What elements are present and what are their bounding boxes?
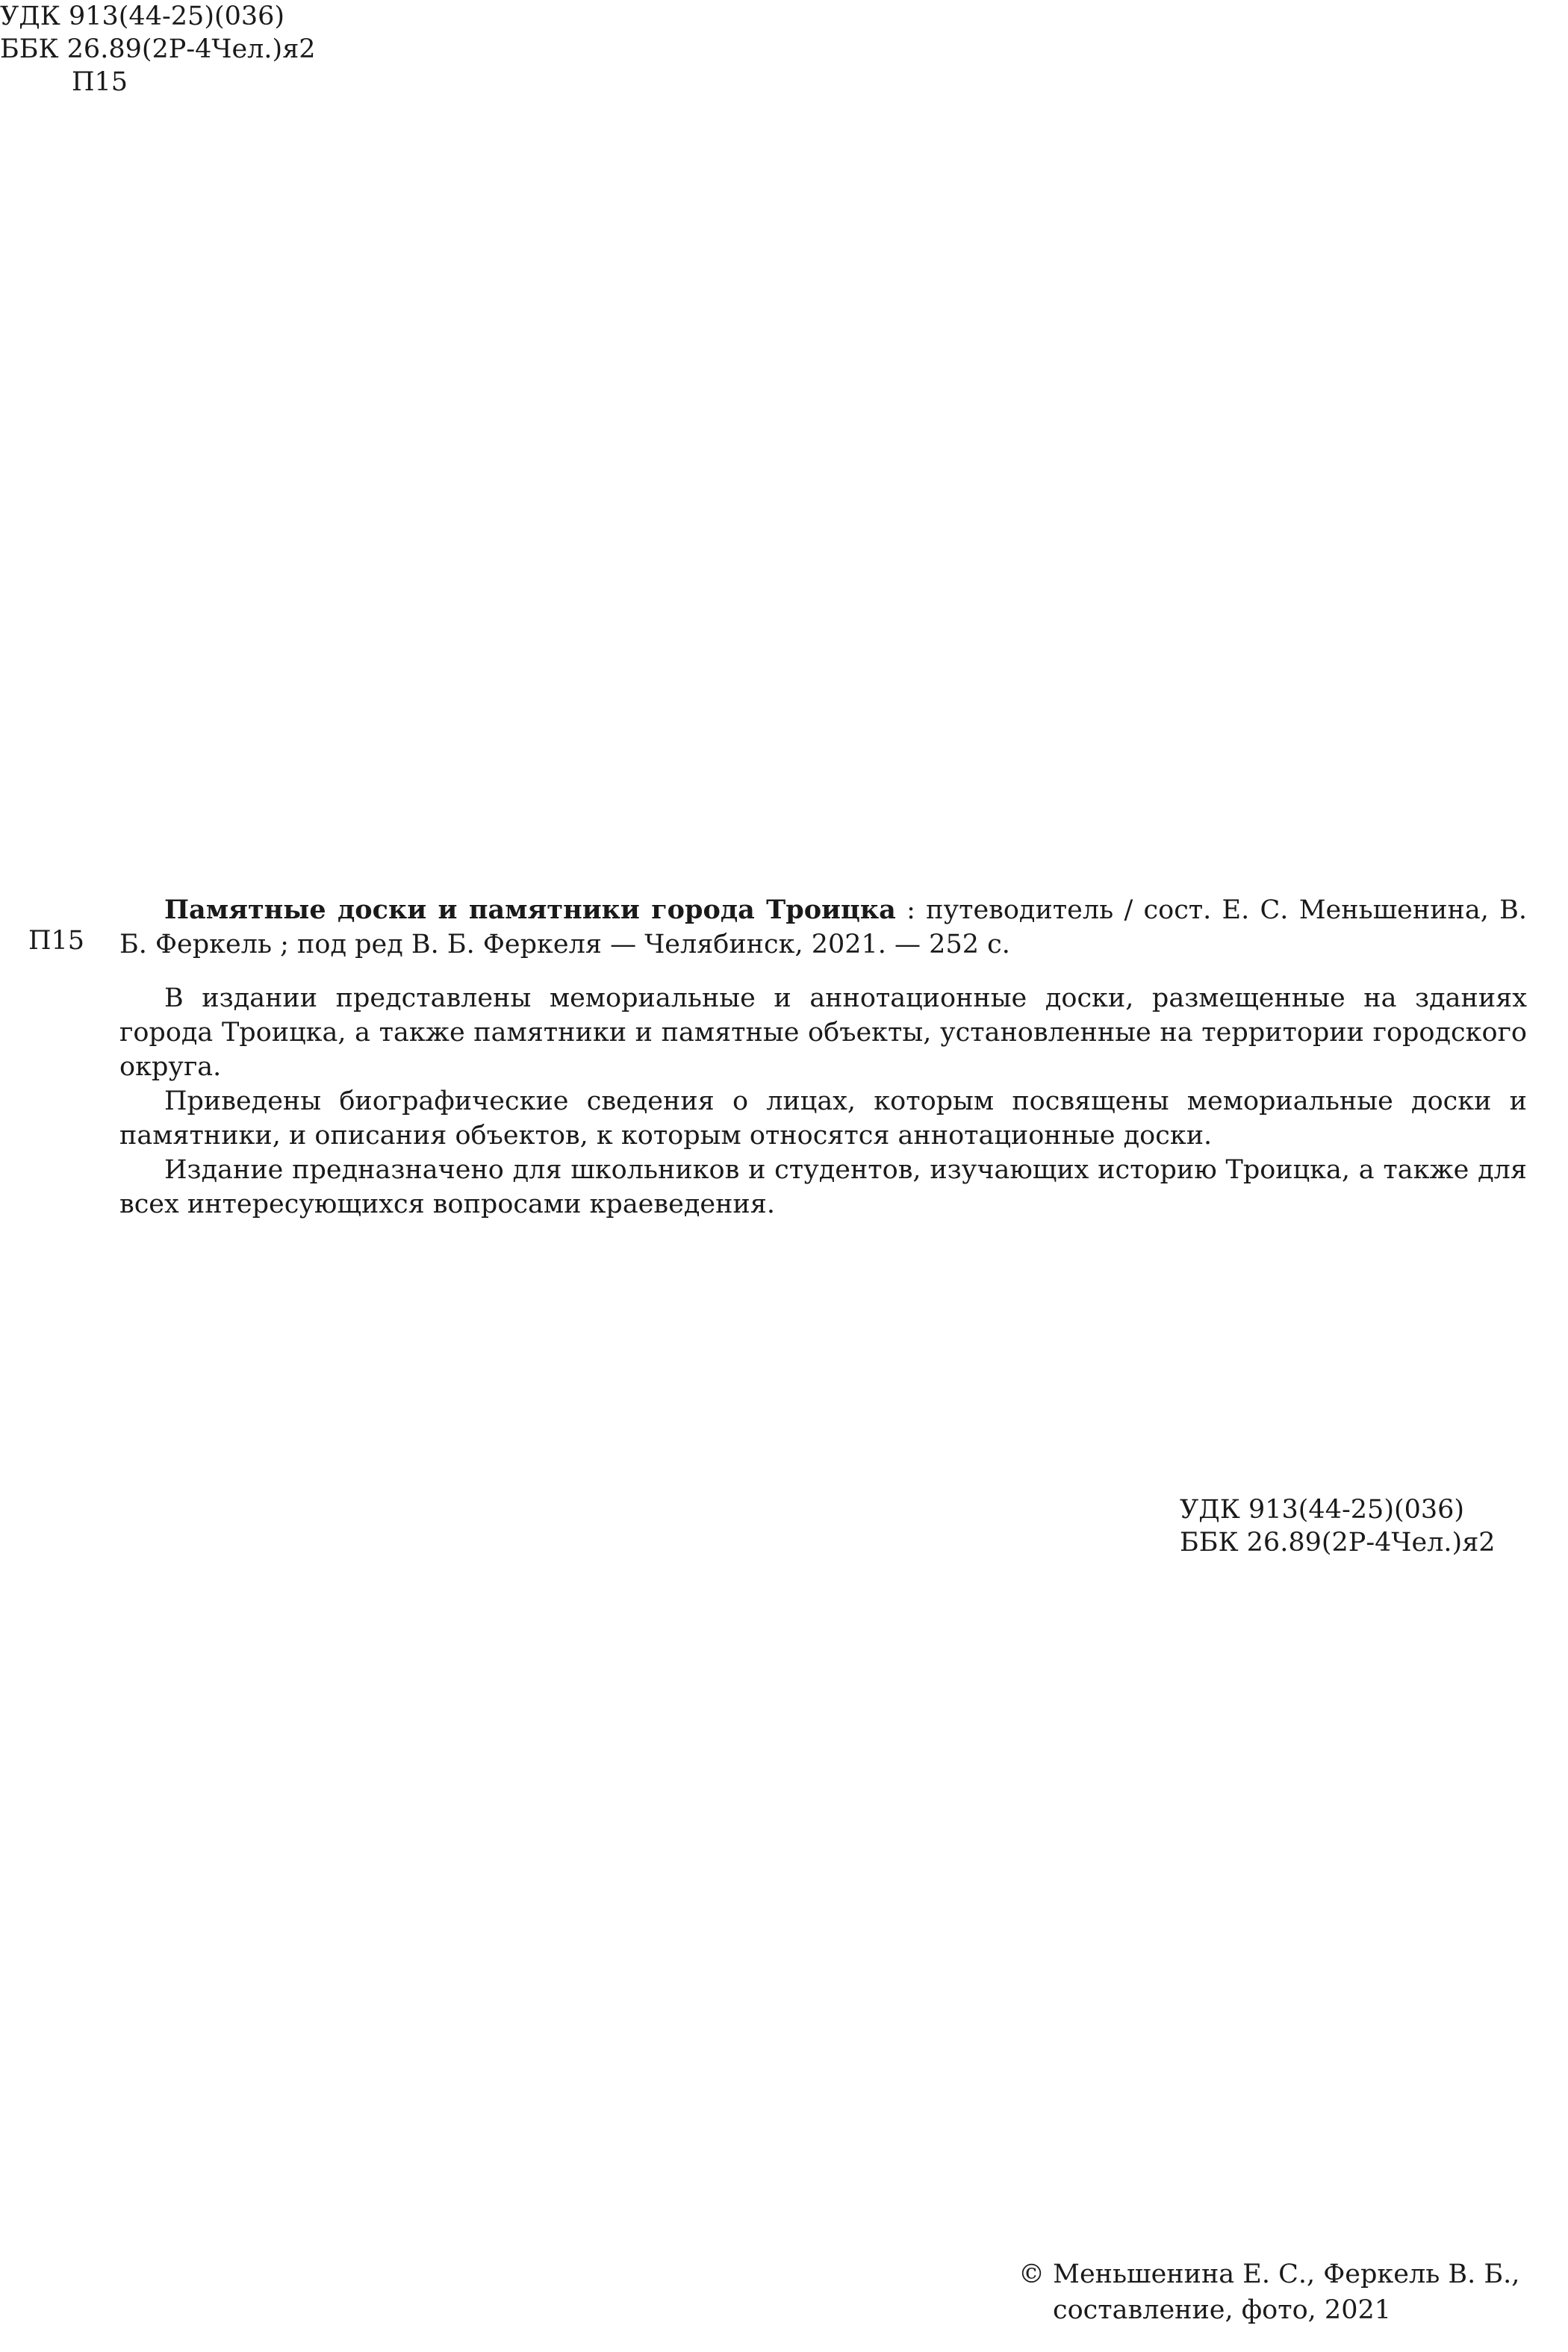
paragraph-spacer xyxy=(119,962,1527,981)
annotation-paragraph: Издание предназначено для школьников и студентов, изучающих историю Троицка, а также для всех интересующихся вопросами краеведения. xyxy=(119,1155,1527,1219)
footer-udk-code: УДК 913(44-25)(036) xyxy=(1180,1495,1465,1525)
copyright-line-2: составление, фото, 2021 xyxy=(1053,2295,1392,2325)
header-author-mark: П15 xyxy=(72,67,128,97)
annotation-paragraph: Приведены биографические сведения о лицах, которым посвящены мемориальные доски и памятники, и описания объектов, к которым относятся аннотационные доски. xyxy=(119,1086,1527,1151)
side-author-mark: П15 xyxy=(28,926,85,956)
citation-paragraph xyxy=(119,893,1527,962)
header-classification-codes xyxy=(0,0,1568,99)
copyright-notice xyxy=(1018,2256,1519,2328)
copyright-line-1: © Меньшенина Е. С., Феркель В. Б., xyxy=(1018,2259,1520,2289)
annotation-paragraph: В издании представлены мемориальные и аннотационные доски, размещенные на зданиях города Троицка, а также памятники и памятные объекты, установленные на территории городского округа. xyxy=(119,983,1527,1082)
footer-classification-codes xyxy=(1180,1493,1496,1559)
footer-bbk-code: ББК 26.89(2Р-4Чел.)я2 xyxy=(1180,1528,1496,1558)
bibliographic-entry xyxy=(119,893,1527,1222)
citation-details: : путеводитель / сост. Е. С. Меньшенина, В. Б. Феркель ; под ред В. Б. Феркеля — Челябинск, 2021. — 252 с. xyxy=(119,895,1527,959)
header-udk-code: УДК 913(44-25)(036) xyxy=(0,1,285,31)
header-bbk-code: ББК 26.89(2Р-4Чел.)я2 xyxy=(0,34,316,64)
book-title: Памятные доски и памятники города Троицка xyxy=(164,895,896,925)
